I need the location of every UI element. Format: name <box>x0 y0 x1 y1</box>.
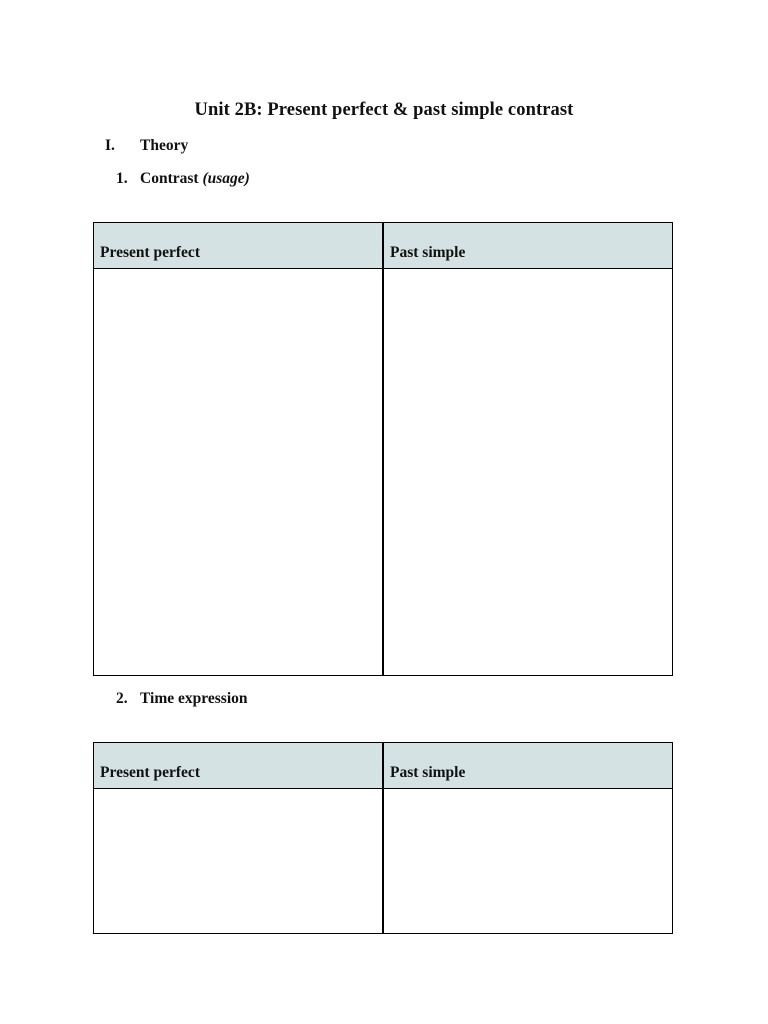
item-label-italic: (usage) <box>202 170 250 187</box>
header-label: Present perfect <box>100 764 200 781</box>
table-header-row <box>94 743 673 789</box>
table-row <box>94 789 673 934</box>
item-number: 1. <box>116 170 128 187</box>
header-cell-past-simple <box>383 223 673 269</box>
header-cell-present-perfect <box>94 223 384 269</box>
table-cell-present-perfect[interactable] <box>94 269 384 676</box>
time-expression-table <box>93 742 673 934</box>
item-label-wrapper <box>140 170 250 188</box>
table-header-row <box>94 223 673 269</box>
header-cell-present-perfect <box>94 743 384 789</box>
contrast-table <box>93 222 673 676</box>
table-cell-present-perfect[interactable] <box>94 789 384 934</box>
item-number: 2. <box>116 690 128 707</box>
item-heading-contrast <box>116 170 366 190</box>
section-heading-theory <box>105 137 305 157</box>
item-heading-time-expression <box>116 690 366 710</box>
table-cell-past-simple[interactable] <box>383 269 673 676</box>
header-cell-past-simple <box>383 743 673 789</box>
section-number: I. <box>105 137 115 154</box>
item-label: Time expression <box>140 690 248 707</box>
header-label: Past simple <box>390 764 466 781</box>
section-label: Theory <box>140 137 189 154</box>
document-title: Unit 2B: Present perfect & past simple contrast <box>194 100 574 120</box>
item-label: Contrast <box>140 170 199 187</box>
header-label: Present perfect <box>100 244 200 261</box>
table-row <box>94 269 673 676</box>
header-label: Past simple <box>390 244 466 261</box>
table-cell-past-simple[interactable] <box>383 789 673 934</box>
